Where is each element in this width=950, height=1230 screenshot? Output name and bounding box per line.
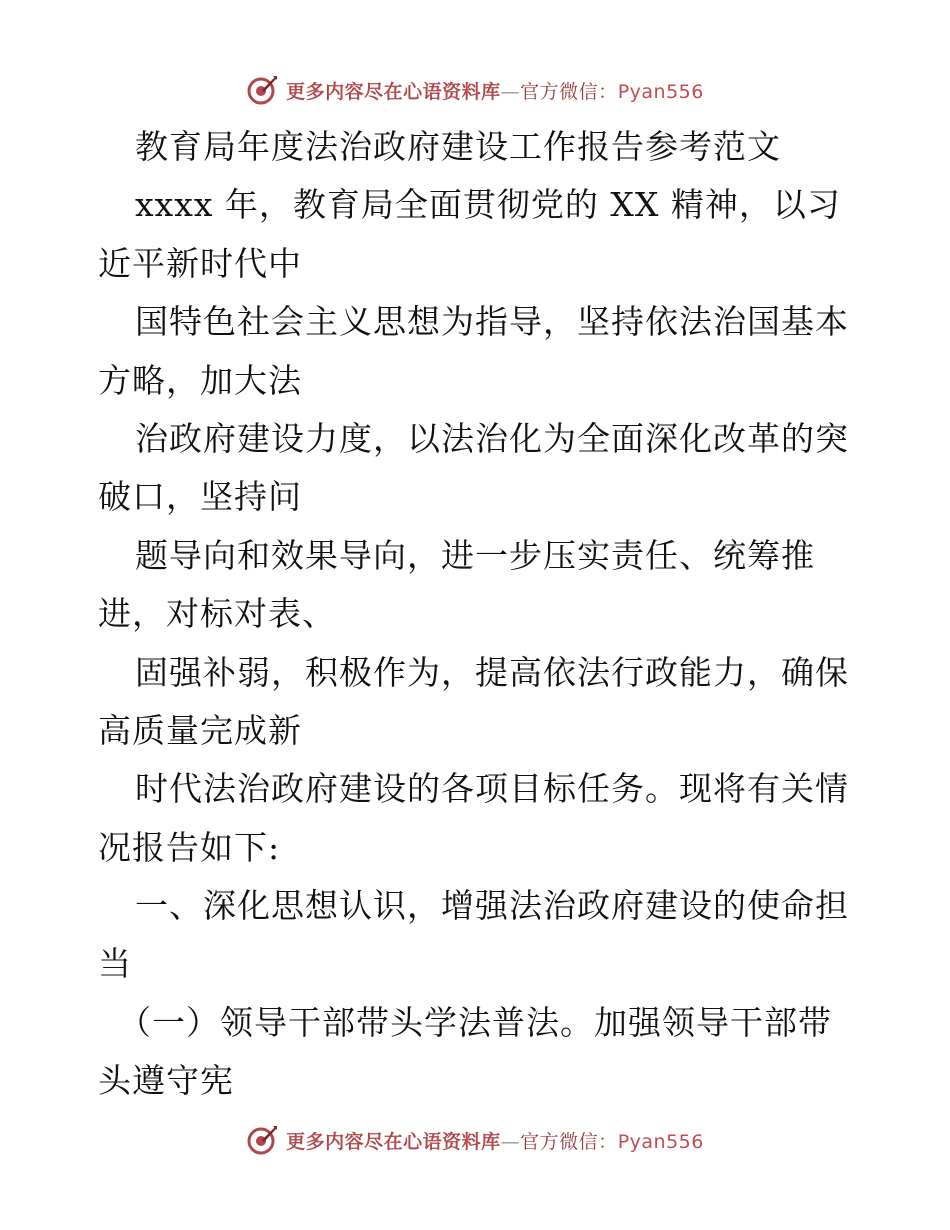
- quill-pen-logo-icon: [246, 1124, 278, 1156]
- paragraph-line: 题导向和效果导向，进一步压实责任、统筹推: [135, 535, 815, 575]
- paragraph-line: 破口，坚持问: [98, 477, 302, 517]
- paragraph-line: 治政府建设力度，以法治化为全面深化改革的突: [135, 418, 849, 458]
- paragraph-line: 时代法治政府建设的各项目标任务。现将有关情: [135, 769, 849, 809]
- paragraph-line: 进，对标对表、: [98, 594, 336, 634]
- paragraph-line: 头遵守宪: [98, 1061, 234, 1101]
- banner-official-label: 官方微信：: [520, 1130, 618, 1153]
- paragraph-line: 况报告如下:: [98, 827, 281, 867]
- banner-official-label: 官方微信：: [520, 80, 618, 103]
- paragraph-line: 固强补弱，积极作为，提高依法行政能力，确保: [135, 652, 849, 692]
- section-heading: 一、深化思想认识，增强法治政府建设的使命担: [135, 886, 849, 926]
- banner-text: [286, 1127, 704, 1154]
- paragraph-line: 近平新时代中: [98, 243, 302, 283]
- document-title: 教育局年度法治政府建设工作报告参考范文: [135, 127, 781, 166]
- quill-pen-logo-icon: [246, 74, 278, 106]
- footer-banner: [0, 1120, 950, 1160]
- banner-wechat-id: Pyan556: [617, 1130, 704, 1153]
- document-body: [98, 118, 858, 1111]
- banner-text: [286, 77, 704, 104]
- header-banner: [0, 70, 950, 110]
- banner-brand: 更多内容尽在心语资料库: [286, 1130, 501, 1153]
- paragraph-line: 高质量完成新: [98, 710, 302, 750]
- paragraph-line: xxxx 年，教育局全面贯彻党的 XX 精神，以习: [135, 185, 841, 225]
- subsection-heading: （一）领导干部带头学法普法。加强领导干部带: [118, 1002, 832, 1042]
- banner-wechat-id: Pyan556: [617, 80, 704, 103]
- paragraph-line: 国特色社会主义思想为指导，坚持依法治国基本: [135, 302, 849, 342]
- paragraph-line: 方略，加大法: [98, 360, 302, 400]
- banner-separator: —: [500, 80, 521, 103]
- section-heading-cont: 当: [98, 944, 132, 984]
- banner-separator: —: [500, 1130, 521, 1153]
- banner-brand: 更多内容尽在心语资料库: [286, 80, 501, 103]
